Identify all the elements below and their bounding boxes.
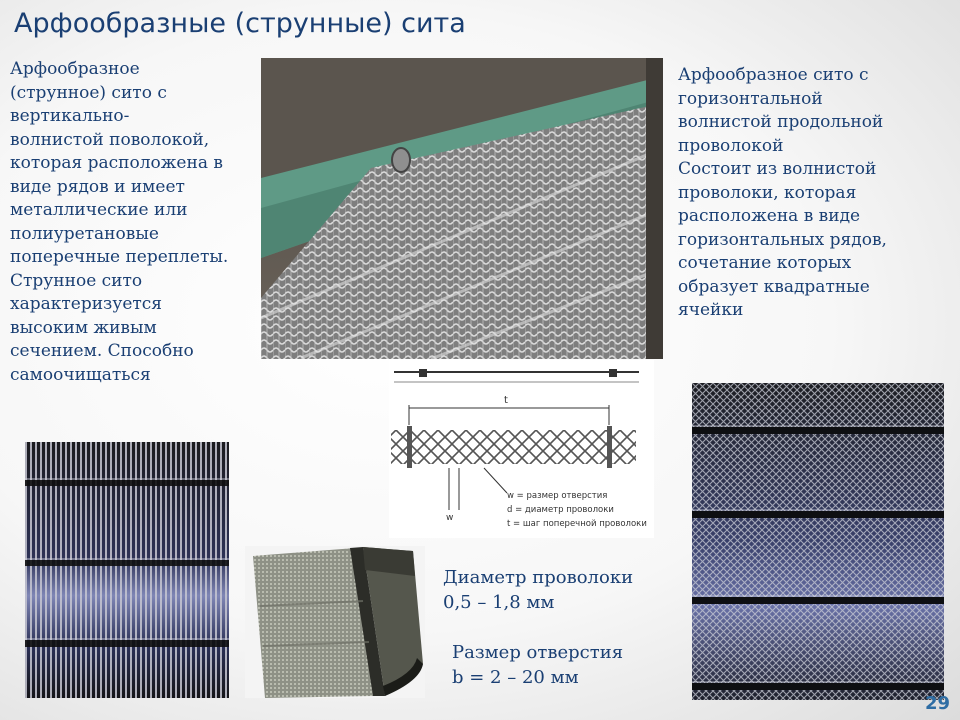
left-description [10,58,255,387]
spec-label: Размер отверстия [452,642,624,663]
text-line: расположена в виде [678,206,861,226]
text-line: горизонтальной [678,88,823,109]
text-line: ячейки [678,300,744,320]
text-line: волнистой продольной [678,112,884,132]
spec-value: b = 2 – 20 мм [452,667,579,688]
spec-label: Диаметр проволоки [443,567,634,588]
text-line: проволоки, которая [678,182,857,203]
page-number: 29 [924,693,950,714]
right-description [678,64,948,323]
diagram-legend-w: w = размер отверстия [507,491,608,501]
text-line: которая расположена в [10,153,223,173]
text-line: Состоит из волнистой [678,159,877,179]
w-label: w [446,513,454,523]
t-label: t [504,395,508,406]
text-line: Струнное сито [10,270,143,291]
sieve-panel-photo [245,546,425,698]
hole-size-spec [452,640,672,690]
wire-diameter-spec [443,565,663,615]
text-line: проволокой [678,135,784,156]
text-line: металлические или [10,200,188,220]
slide-title: Арфообразные (струнные) сита [14,8,466,39]
text-line: сочетание которых [678,253,852,273]
text-line: Арфообразное сито с [678,65,869,85]
text-line: сечением. Способно [10,341,194,361]
text-line: самоочищаться [10,364,151,385]
text-line: виде рядов и имеет [10,176,185,197]
machine-sieve-photo [261,58,663,359]
square-mesh-screen-photo [692,383,944,700]
diagram-legend-t: t = шаг поперечной проволоки [507,519,647,529]
vertical-wire-screen-photo [25,442,229,698]
text-line: вертикально- [10,106,130,126]
text-line: полиуретановые [10,223,159,244]
text-line: горизонтальных рядов, [678,229,887,250]
text-line: волнистой поволокой, [10,129,210,150]
diagram-legend-d: d = диаметр проволоки [507,505,614,515]
sieve-diagram [389,360,654,538]
text-line: поперечные переплеты. [10,247,229,267]
text-line: высоким живым [10,317,157,338]
text-line: образует квадратные [678,276,870,297]
text-line: характеризуется [10,294,163,314]
text-line: Арфообразное [10,59,140,79]
text-line: (струнное) сито с [10,82,167,103]
spec-value: 0,5 – 1,8 мм [443,592,555,613]
